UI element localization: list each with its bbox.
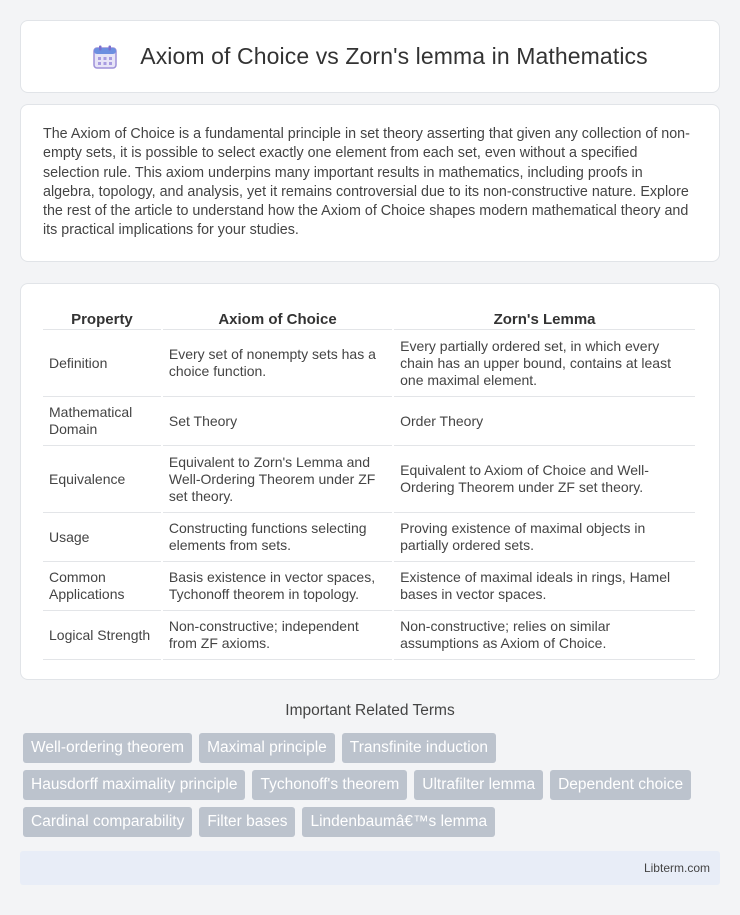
table-row	[43, 397, 695, 446]
table-cell: Equivalent to Zorn's Lemma and Well-Ordering Theorem under ZF set theory.	[163, 446, 392, 513]
table-cell: Usage	[43, 513, 161, 562]
title-card	[20, 20, 720, 93]
table-cell: Basis existence in vector spaces, Tychonoff theorem in topology.	[163, 562, 392, 611]
table-cell: Proving existence of maximal objects in partially ordered sets.	[394, 513, 695, 562]
intro-paragraph: The Axiom of Choice is a fundamental principle in set theory asserting that given any collection of non-empty sets, it is possible to select exactly one element from each set, even without a specified selection rule. This axiom underpins many important results in mathematics, including proofs in algebra, topology, and analysis, yet it remains controversial due to its non-constructive nature. Explore the rest of the article to understand how the Axiom of Choice shapes modern mathematical theory and its practical implications for your studies.	[43, 126, 690, 239]
related-term-tag[interactable]: Transfinite induction	[342, 733, 496, 763]
related-term-tag[interactable]: Well-ordering theorem	[23, 733, 192, 763]
table-header-row	[43, 304, 695, 330]
related-terms-list	[23, 733, 723, 837]
footer-site-link[interactable]: Libterm.com	[643, 861, 710, 875]
related-term-tag[interactable]: Lindenbaumâ€™s lemma	[302, 807, 495, 837]
related-term-tag[interactable]: Maximal principle	[199, 733, 335, 763]
comparison-card	[20, 283, 720, 680]
page-title: Axiom of Choice vs Zorn's lemma in Mathematics	[140, 43, 648, 69]
table-row	[43, 562, 695, 611]
table-row	[43, 513, 695, 562]
comparison-table	[41, 304, 697, 660]
related-term-tag[interactable]: Filter bases	[199, 807, 295, 837]
related-terms-title: Important Related Terms	[285, 702, 455, 719]
table-cell: Equivalence	[43, 446, 161, 513]
related-term-tag[interactable]: Dependent choice	[550, 770, 691, 800]
table-cell: Every set of nonempty sets has a choice function.	[163, 330, 392, 397]
header-axiom-of-choice: Axiom of Choice	[163, 304, 392, 330]
table-cell: Definition	[43, 330, 161, 397]
related-term-tag[interactable]: Hausdorff maximality principle	[23, 770, 245, 800]
table-cell: Set Theory	[163, 397, 392, 446]
header-property: Property	[43, 304, 161, 330]
related-term-tag[interactable]: Ultrafilter lemma	[414, 770, 543, 800]
table-cell: Non-constructive; independent from ZF axioms.	[163, 611, 392, 660]
header-zorns-lemma: Zorn's Lemma	[394, 304, 695, 330]
calendar-icon	[92, 44, 118, 70]
table-cell: Common Applications	[43, 562, 161, 611]
related-term-tag[interactable]: Cardinal comparability	[23, 807, 192, 837]
table-cell: Equivalent to Axiom of Choice and Well-Ordering Theorem under ZF set theory.	[394, 446, 695, 513]
table-cell: Non-constructive; relies on similar assumptions as Axiom of Choice.	[394, 611, 695, 660]
table-cell: Mathematical Domain	[43, 397, 161, 446]
related-term-tag[interactable]: Tychonoff's theorem	[252, 770, 407, 800]
table-row	[43, 446, 695, 513]
table-cell: Order Theory	[394, 397, 695, 446]
table-cell: Constructing functions selecting elements from sets.	[163, 513, 392, 562]
footer	[20, 851, 720, 885]
table-row	[43, 330, 695, 397]
table-cell: Existence of maximal ideals in rings, Hamel bases in vector spaces.	[394, 562, 695, 611]
table-cell: Every partially ordered set, in which every chain has an upper bound, contains at least one maximal element.	[394, 330, 695, 397]
table-row	[43, 611, 695, 660]
intro-card	[20, 104, 720, 262]
table-cell: Logical Strength	[43, 611, 161, 660]
